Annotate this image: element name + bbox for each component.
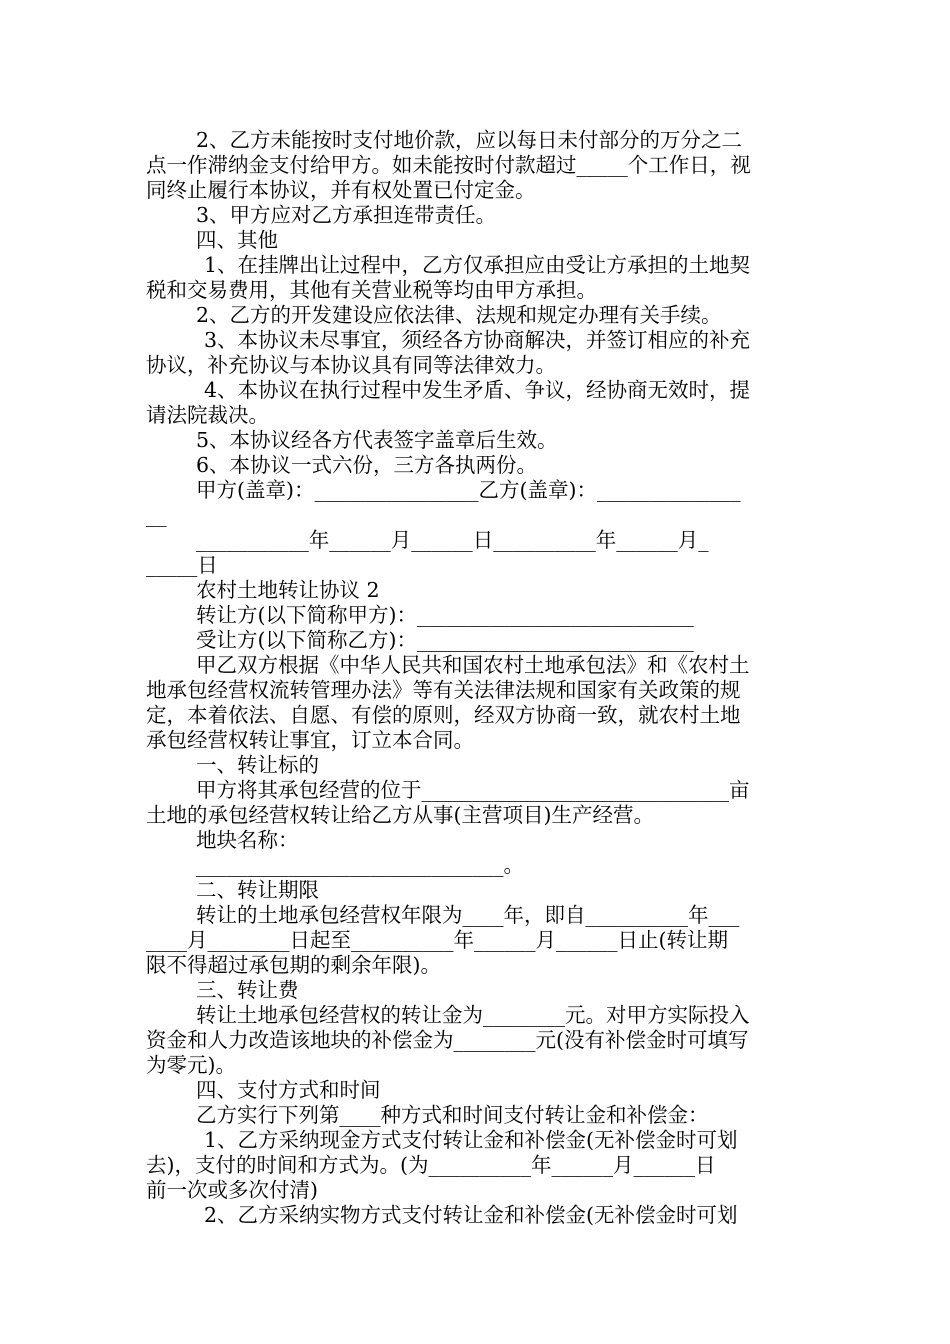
text-line: 2、乙方未能按时支付地价款，应以每日未付部分的万分之二 — [196, 128, 743, 152]
text-line: ____月________日起至__________年______月______日止(转让期 — [146, 928, 728, 952]
section-heading: 三、转让费 — [196, 978, 299, 1002]
text-line: 2、乙方采纳实物方式支付转让金和补偿金(无补偿金时可划 — [204, 1203, 738, 1227]
text-line: 6、本协议一式六份，三方各执两份。 — [196, 453, 538, 477]
text-line: ______________________________。 — [196, 853, 524, 877]
text-line: 土地的承包经营权转让给乙方从事(主营项目)生产经营。 — [146, 803, 654, 827]
section-heading: 二、转让期限 — [196, 878, 319, 902]
party-b-line: 受让方(以下简称乙方)：___________________________ — [196, 628, 694, 652]
text-line: 3、甲方应对乙方承担连带责任。 — [196, 203, 497, 227]
signature-line: __ — [146, 503, 167, 527]
text-line: 定，本着依法、自愿、有偿的原则，经双方协商一致，就农村土地 — [146, 703, 741, 727]
section-heading: 一、转让标的 — [196, 753, 319, 777]
text-line: 5、本协议经各方代表签字盖章后生效。 — [196, 428, 558, 452]
text-line: 甲方将其承包经营的位于______________________________亩 — [196, 778, 750, 802]
text-line: 同终止履行本协议，并有权处置已付定金。 — [146, 178, 536, 202]
section-heading: 四、支付方式和时间 — [196, 1078, 381, 1102]
text-line: 地块名称： — [196, 828, 299, 852]
text-line: 请法院裁决。 — [146, 403, 269, 427]
text-line: 资金和人力改造该地块的补偿金为________元(没有补偿金时可填写 — [146, 1028, 749, 1052]
date-line: ___________年______月______日__________年______月_ — [196, 528, 709, 552]
text-line: 去)，支付的时间和方式为。(为__________年______月______日 — [146, 1153, 716, 1177]
party-a-line: 转让方(以下简称甲方)：___________________________ — [196, 603, 694, 627]
text-line: 2、乙方的开发建设应依法律、法规和规定办理有关手续。 — [196, 303, 722, 327]
date-line: _____日 — [146, 553, 218, 577]
text-line: 1、乙方采纳现金方式支付转让金和补偿金(无补偿金时可划 — [204, 1128, 738, 1152]
text-line: 乙方实行下列第____种方式和时间支付转让金和补偿金： — [196, 1103, 709, 1127]
text-line: 1、在挂牌出让过程中，乙方仅承担应由受让方承担的土地契 — [204, 253, 751, 277]
text-line: 4、本协议在执行过程中发生矛盾、争议，经协商无效时，提 — [204, 378, 751, 402]
text-line: 限不得超过承包期的剩余年限)。 — [146, 953, 441, 977]
text-line: 承包经营权转让事宜，订立本合同。 — [146, 728, 474, 752]
section-heading: 四、其他 — [196, 228, 278, 252]
text-line: 协议，补充协议与本协议具有同等法律效力。 — [146, 353, 556, 377]
text-line: 税和交易费用，其他有关营业税等均由甲方承担。 — [146, 278, 597, 302]
text-line: 点一作滞纳金支付给甲方。如未能按时付款超过_____个工作日，视 — [146, 153, 751, 177]
text-line: 地承包经营权流转管理办法》等有关法律法规和国家有关政策的规 — [146, 678, 741, 702]
text-line: 转让的土地承包经营权年限为____年，即自__________年___ — [196, 903, 740, 927]
text-line: 甲乙双方根据《中华人民共和国农村土地承包法》和《农村土 — [196, 653, 750, 677]
text-line: 3、本协议未尽事宜，须经各方协商解决，并签订相应的补充 — [204, 328, 751, 352]
text-line: 前一次或多次付清) — [146, 1178, 318, 1202]
text-line: 为零元)。 — [146, 1053, 236, 1077]
text-line: 转让土地承包经营权的转让金为________元。对甲方实际投入 — [196, 1003, 750, 1027]
signature-line: 甲方(盖章)：________________乙方(盖章)：______________ — [196, 478, 741, 502]
document-title: 农村土地转让协议 2 — [196, 578, 380, 602]
